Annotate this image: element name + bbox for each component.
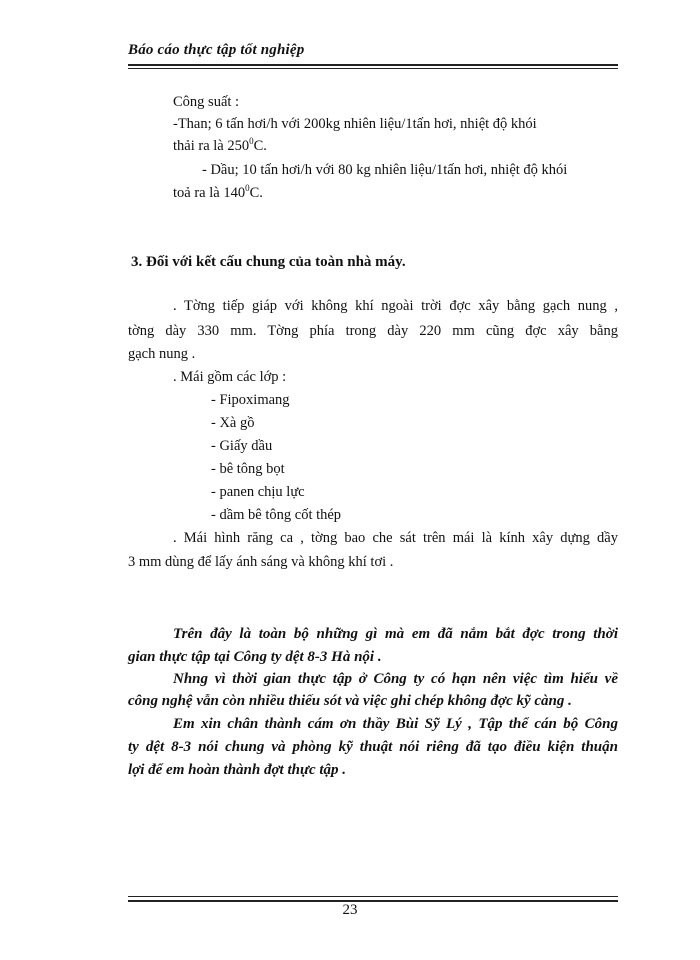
roof-layer-2: - Xà gồ [211,415,255,431]
page-header: Báo cáo thực tập tốt nghiệp [128,42,305,58]
page-number: 23 [342,902,358,918]
header-rule-thick [128,64,618,66]
conclusion-p2-line1: Nhng vì thời gian thực tập ở Công ty có hạn nên việc tìm hiểu về [173,671,618,687]
coal-temp-unit: C. [253,138,267,154]
sawtooth-line2: 3 mm dùng để lấy ánh sáng và không khí tơi . [128,554,394,570]
roof-label: . Mái gồm các lớp : [173,369,287,385]
conclusion-p3-line1: Em xin chân thành cám ơn thầy Bùi Sỹ Lý , Tập thể cán bộ Công [173,716,618,732]
capacity-coal-line2 [173,136,267,156]
sawtooth-line1: . Mái hình răng ca , tờng bao che sát trên mái là kính xây dựng dầy [173,530,618,546]
capacity-oil-line2 [173,183,263,203]
walls-line2: tờng dày 330 mm. Tờng phía trong dày 220 mm cũng đợc xây bằng [128,323,618,339]
roof-layer-5: - panen chịu lực [211,484,305,500]
capacity-coal-line1: -Than; 6 tấn hơi/h với 200kg nhiên liệu/1tấn hơi, nhiệt độ khói [173,116,537,132]
walls-line1: . Tờng tiếp giáp với không khí ngoài trời đợc xây bằng gạch nung , [173,298,618,314]
walls-line3: gạch nung . [128,346,196,362]
oil-temp-text: toả ra là 140 [173,185,246,201]
conclusion-p3-line3: lợi để em hoàn thành đợt thực tập . [128,762,347,778]
header-rule-thin [128,68,618,69]
conclusion-p3-line2: ty dệt 8-3 nói chung và phòng kỹ thuật nói riêng đã tạo điều kiện thuận [128,739,618,755]
roof-layer-1: - Fipoximang [211,392,290,408]
conclusion-p1-line2: gian thực tập tại Công ty dệt 8-3 Hà nội . [128,649,382,665]
capacity-oil-line1: - Dầu; 10 tấn hơi/h với 80 kg nhiên liệu/1tấn hơi, nhiệt độ khói [202,162,568,178]
roof-layer-4: - bê tông bọt [211,461,285,477]
roof-layer-3: - Giấy dầu [211,438,273,454]
roof-layer-6: - dầm bê tông cốt thép [211,507,342,523]
coal-temp-text: thải ra là 250 [173,138,250,154]
oil-degree-sup: 0 [245,183,250,194]
conclusion-p1-line1: Trên đây là toàn bộ những gì mà em đã nắm bắt đợc trong thời [173,626,618,642]
conclusion-p2-line2: công nghệ vẫn còn nhiều thiếu sót và việc ghi chép không đợc kỹ càng . [128,693,572,709]
capacity-label: Công suất : [173,94,240,110]
section-3-heading: 3. Đối với kết cấu chung của toàn nhà máy. [131,254,406,270]
coal-degree-sup: 0 [249,136,254,147]
footer-rule-thin [128,896,618,897]
oil-temp-unit: C. [249,185,263,201]
